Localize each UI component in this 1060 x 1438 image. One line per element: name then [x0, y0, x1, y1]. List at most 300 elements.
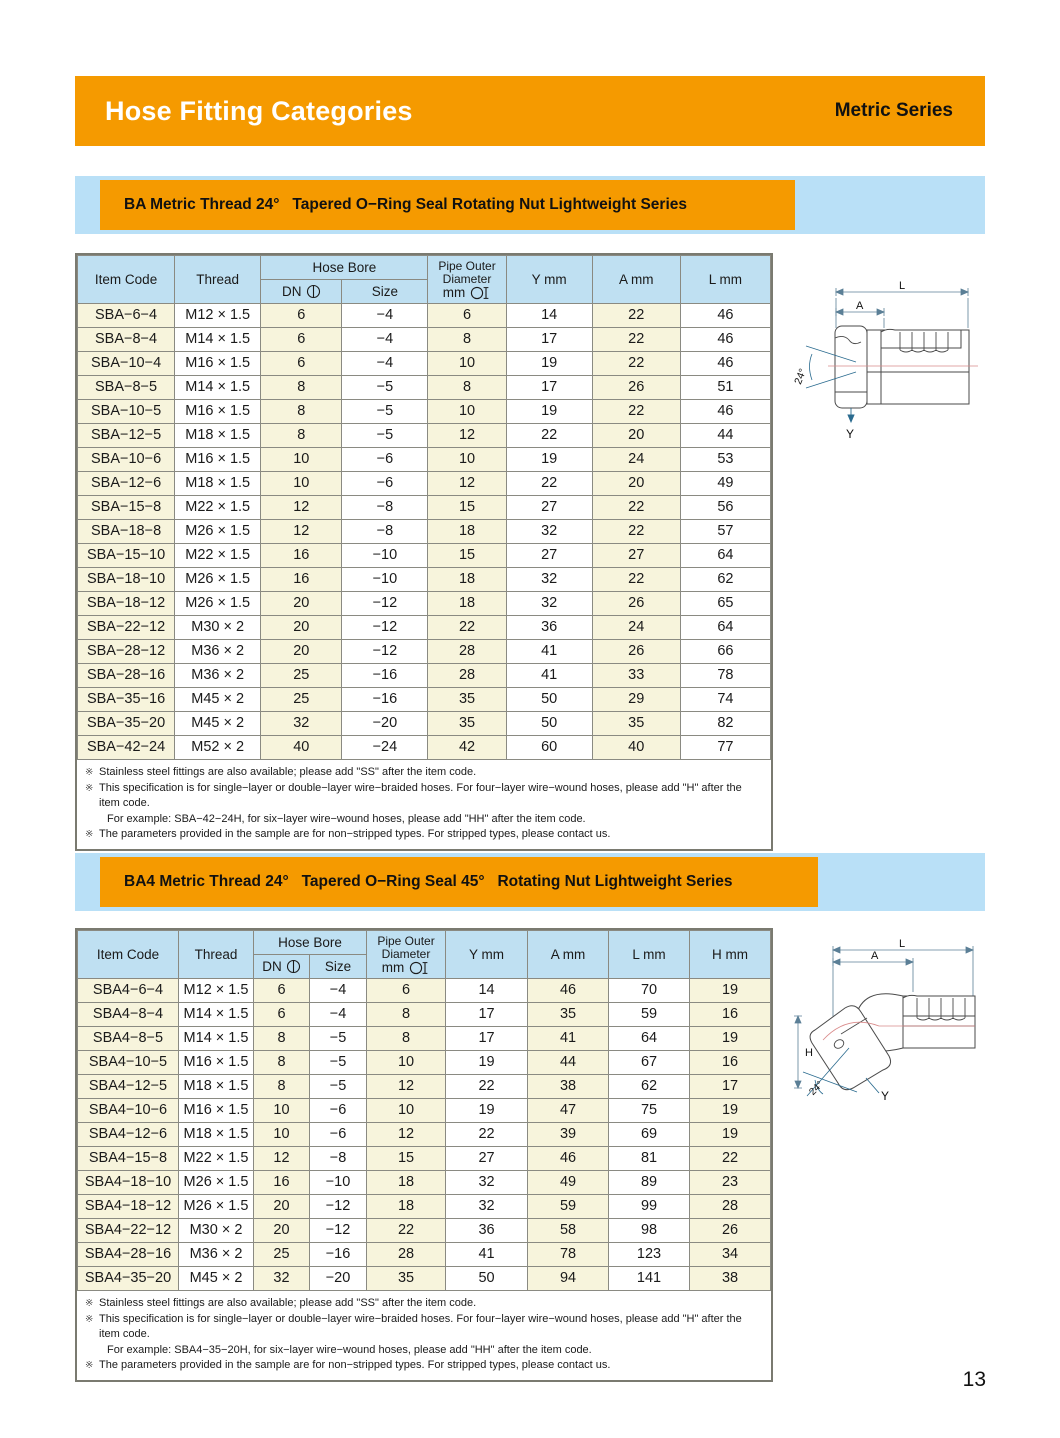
section-heading-bar-2: [100, 857, 818, 907]
cell-item_code: SBA4−12−6: [78, 1123, 179, 1147]
col-h-mm: H mm: [690, 931, 771, 979]
cell-item_code: SBA4−12−5: [78, 1075, 179, 1099]
cell-thread: M36 × 2: [175, 664, 261, 688]
cell-pipe_od: 18: [428, 520, 506, 544]
cell-l: 64: [680, 544, 770, 568]
cell-thread: M18 × 1.5: [179, 1075, 254, 1099]
col-thread: Thread: [179, 931, 254, 979]
cell-item_code: SBA4−8−5: [78, 1027, 179, 1051]
cell-dn: 16: [254, 1171, 310, 1195]
cell-size: −6: [310, 1099, 367, 1123]
table-row: [78, 688, 771, 712]
cell-a: 47: [528, 1099, 609, 1123]
note-item: [85, 827, 765, 843]
note-marker-icon: ※: [85, 1360, 94, 1371]
note-item: [85, 1358, 765, 1374]
cell-h: 19: [690, 1099, 771, 1123]
cell-size: −12: [342, 592, 428, 616]
cell-l: 82: [680, 712, 770, 736]
table-row: [78, 616, 771, 640]
cell-y: 27: [446, 1147, 528, 1171]
cell-y: 17: [446, 1003, 528, 1027]
spec-block-1: [75, 253, 773, 851]
cell-size: −4: [342, 304, 428, 328]
note-marker-icon: ※: [85, 767, 94, 778]
dim-label-a: A: [856, 300, 864, 312]
table-row: [78, 1051, 771, 1075]
cell-dn: 8: [254, 1027, 310, 1051]
cell-pipe_od: 8: [428, 328, 506, 352]
cell-a: 26: [592, 376, 680, 400]
cell-l: 98: [609, 1219, 690, 1243]
cell-y: 60: [506, 736, 592, 760]
cell-l: 70: [609, 979, 690, 1003]
cell-size: −24: [342, 736, 428, 760]
table-row: [78, 1171, 771, 1195]
cell-thread: M12 × 1.5: [179, 979, 254, 1003]
col-item-code: Item Code: [78, 931, 179, 979]
cell-l: 44: [680, 424, 770, 448]
note-marker-icon: ※: [85, 1313, 94, 1325]
cell-y: 19: [506, 400, 592, 424]
cell-dn: 25: [261, 664, 342, 688]
cell-thread: M14 × 1.5: [175, 376, 261, 400]
cell-pipe_od: 18: [367, 1171, 446, 1195]
cell-l: 74: [680, 688, 770, 712]
cell-dn: 20: [254, 1195, 310, 1219]
cell-l: 56: [680, 496, 770, 520]
cell-dn: 20: [261, 640, 342, 664]
cell-thread: M26 × 1.5: [179, 1171, 254, 1195]
cell-y: 32: [506, 520, 592, 544]
col-hose-bore: Hose Bore: [254, 931, 367, 955]
cell-a: 22: [592, 568, 680, 592]
table-row: [78, 472, 771, 496]
note-continuation: For example: SBA−42−24H, for six−layer wire−wound hoses, please add "HH" after the item code.: [107, 812, 586, 825]
cell-pipe_od: 8: [428, 376, 506, 400]
cell-item_code: SBA−8−5: [78, 376, 175, 400]
cell-pipe_od: 15: [428, 496, 506, 520]
table-row: [78, 1027, 771, 1051]
cell-thread: M22 × 1.5: [175, 544, 261, 568]
cell-dn: 16: [261, 568, 342, 592]
table-row: [78, 1147, 771, 1171]
cell-item_code: SBA−35−20: [78, 712, 175, 736]
cell-a: 38: [528, 1075, 609, 1099]
cell-a: 35: [528, 1003, 609, 1027]
cell-dn: 32: [254, 1267, 310, 1291]
cell-h: 34: [690, 1243, 771, 1267]
cell-l: 59: [609, 1003, 690, 1027]
cell-item_code: SBA4−28−16: [78, 1243, 179, 1267]
col-y-mm: Y mm: [506, 256, 592, 304]
cell-y: 36: [446, 1219, 528, 1243]
cell-dn: 16: [261, 544, 342, 568]
notes-2: [77, 1291, 771, 1380]
col-a-mm: A mm: [592, 256, 680, 304]
cell-dn: 10: [254, 1123, 310, 1147]
cell-thread: M16 × 1.5: [179, 1051, 254, 1075]
spec-table-1-body: [78, 304, 771, 760]
cell-a: 24: [592, 448, 680, 472]
cell-item_code: SBA−15−10: [78, 544, 175, 568]
cell-pipe_od: 18: [428, 592, 506, 616]
cell-thread: M36 × 2: [179, 1243, 254, 1267]
series-label: Metric Series: [834, 100, 953, 121]
cell-dn: 10: [254, 1099, 310, 1123]
page-title: Hose Fitting Categories: [105, 95, 413, 126]
cell-dn: 25: [254, 1243, 310, 1267]
inner-diameter-icon: [306, 284, 321, 299]
cell-l: 64: [680, 616, 770, 640]
cell-thread: M45 × 2: [175, 712, 261, 736]
cell-y: 17: [506, 328, 592, 352]
cell-item_code: SBA−28−16: [78, 664, 175, 688]
cell-thread: M26 × 1.5: [175, 520, 261, 544]
note-item: [85, 781, 765, 812]
cell-y: 36: [506, 616, 592, 640]
notes-1: [77, 760, 771, 849]
cell-item_code: SBA−18−8: [78, 520, 175, 544]
cell-h: 23: [690, 1171, 771, 1195]
cell-y: 27: [506, 496, 592, 520]
note-text: This specification is for single−layer or double−layer wire−braided hoses. For four−layer wire−wound hoses, please add "H" after the item code.: [99, 1312, 742, 1340]
cell-a: 33: [592, 664, 680, 688]
cell-l: 57: [680, 520, 770, 544]
cell-size: −5: [342, 400, 428, 424]
col-pipe-outer-diameter: [428, 256, 506, 304]
cell-l: 49: [680, 472, 770, 496]
cell-pipe_od: 12: [367, 1075, 446, 1099]
cell-item_code: SBA−18−10: [78, 568, 175, 592]
table-row: [78, 304, 771, 328]
col-a-mm: A mm: [528, 931, 609, 979]
cell-y: 32: [446, 1195, 528, 1219]
cell-a: 26: [592, 640, 680, 664]
cell-y: 17: [506, 376, 592, 400]
cell-y: 19: [446, 1099, 528, 1123]
cell-a: 35: [592, 712, 680, 736]
table-row: [78, 712, 771, 736]
table-row: [78, 448, 771, 472]
cell-item_code: SBA−28−12: [78, 640, 175, 664]
cell-item_code: SBA−15−8: [78, 496, 175, 520]
spec-table-1: [77, 255, 771, 760]
cell-dn: 6: [261, 328, 342, 352]
cell-a: 22: [592, 328, 680, 352]
cell-size: −16: [342, 688, 428, 712]
cell-dn: 40: [261, 736, 342, 760]
cell-pipe_od: 28: [367, 1243, 446, 1267]
cell-y: 32: [506, 592, 592, 616]
cell-l: 65: [680, 592, 770, 616]
cell-a: 49: [528, 1171, 609, 1195]
dim-label-y: Y: [846, 427, 855, 441]
note-item: [85, 765, 765, 781]
cell-pipe_od: 10: [367, 1051, 446, 1075]
cell-h: 19: [690, 1123, 771, 1147]
cell-size: −12: [342, 640, 428, 664]
table-row: [78, 1267, 771, 1291]
cell-pipe_od: 10: [428, 400, 506, 424]
cell-size: −4: [342, 328, 428, 352]
page-banner: [75, 76, 985, 146]
table-row: [78, 1075, 771, 1099]
cell-item_code: SBA4−10−6: [78, 1099, 179, 1123]
cell-dn: 6: [261, 304, 342, 328]
cell-size: −6: [342, 448, 428, 472]
pipe-od-line2: Diameter: [442, 271, 492, 286]
cell-thread: M45 × 2: [175, 688, 261, 712]
section-heading-1: BA Metric Thread 24° Tapered O−Ring Seal Rotating Nut Lightweight Series: [124, 196, 687, 213]
dim-label-a: A: [871, 950, 879, 962]
table-row: [78, 1123, 771, 1147]
col-pipe-outer-diameter: [367, 931, 446, 979]
note-text: Stainless steel fittings are also available; please add "SS" after the item code.: [99, 766, 477, 778]
cell-pipe_od: 8: [367, 1003, 446, 1027]
cell-size: −16: [342, 664, 428, 688]
cell-a: 22: [592, 520, 680, 544]
cell-thread: M26 × 1.5: [179, 1195, 254, 1219]
cell-thread: M30 × 2: [175, 616, 261, 640]
cell-a: 39: [528, 1123, 609, 1147]
dim-label-y: Y: [881, 1089, 890, 1103]
cell-pipe_od: 35: [428, 712, 506, 736]
col-l-mm: L mm: [680, 256, 770, 304]
cell-y: 41: [506, 664, 592, 688]
cell-pipe_od: 12: [367, 1123, 446, 1147]
cell-item_code: SBA−10−4: [78, 352, 175, 376]
note-item: [85, 1296, 765, 1312]
cell-thread: M45 × 2: [179, 1267, 254, 1291]
col-dn-label: DN: [262, 959, 282, 974]
cell-h: 16: [690, 1051, 771, 1075]
col-thread: Thread: [175, 256, 261, 304]
fitting-drawing-elbow45: [793, 930, 989, 1111]
pipe-od-unit: mm: [442, 285, 466, 300]
cell-l: 69: [609, 1123, 690, 1147]
pipe-od-line2: Diameter: [381, 946, 431, 961]
section-heading-bar-1: [100, 180, 795, 230]
cell-y: 17: [446, 1027, 528, 1051]
cell-y: 19: [506, 352, 592, 376]
cell-l: 64: [609, 1027, 690, 1051]
elbow45-fitting-diagram: [793, 930, 989, 1106]
cell-size: −4: [342, 352, 428, 376]
cell-dn: 8: [261, 400, 342, 424]
spec-table-2-body: [78, 979, 771, 1291]
cell-pipe_od: 35: [428, 688, 506, 712]
cell-dn: 8: [261, 424, 342, 448]
table-row: [78, 376, 771, 400]
spec-table-2: [77, 930, 771, 1291]
cell-h: 19: [690, 1027, 771, 1051]
col-dn: [261, 280, 342, 304]
cell-y: 19: [506, 448, 592, 472]
table-row: [78, 544, 771, 568]
cell-a: 44: [528, 1051, 609, 1075]
cell-pipe_od: 8: [367, 1027, 446, 1051]
cell-size: −8: [310, 1147, 367, 1171]
cell-a: 22: [592, 352, 680, 376]
cell-dn: 6: [261, 352, 342, 376]
cell-l: 62: [609, 1075, 690, 1099]
note-text: The parameters provided in the sample are for non−stripped types. For stripped types, please contact us.: [99, 828, 611, 840]
cell-dn: 12: [261, 520, 342, 544]
cell-thread: M14 × 1.5: [179, 1027, 254, 1051]
dim-label-h: H: [805, 1047, 813, 1059]
cell-item_code: SBA−12−5: [78, 424, 175, 448]
cell-thread: M26 × 1.5: [175, 592, 261, 616]
note-text: This specification is for single−layer or double−layer wire−braided hoses. For four−layer wire−wound hoses, please add "H" after the item code.: [99, 781, 742, 809]
cell-a: 27: [592, 544, 680, 568]
cell-l: 46: [680, 400, 770, 424]
cell-item_code: SBA−10−6: [78, 448, 175, 472]
cell-pipe_od: 28: [428, 640, 506, 664]
cell-y: 41: [506, 640, 592, 664]
pipe-od-line1: Pipe Outer: [377, 933, 435, 948]
col-dn-label: DN: [282, 284, 302, 299]
cell-item_code: SBA−6−4: [78, 304, 175, 328]
cell-size: −5: [310, 1075, 367, 1099]
cell-y: 14: [506, 304, 592, 328]
cell-y: 22: [506, 472, 592, 496]
cell-h: 38: [690, 1267, 771, 1291]
cell-pipe_od: 6: [428, 304, 506, 328]
table-row: [78, 1003, 771, 1027]
table-row: [78, 736, 771, 760]
cell-y: 50: [506, 712, 592, 736]
cell-pipe_od: 18: [428, 568, 506, 592]
col-y-mm: Y mm: [446, 931, 528, 979]
dim-label-angle: 24°: [792, 366, 810, 387]
cell-size: −10: [310, 1171, 367, 1195]
cell-y: 50: [506, 688, 592, 712]
cell-item_code: SBA−22−12: [78, 616, 175, 640]
cell-dn: 12: [254, 1147, 310, 1171]
cell-thread: M14 × 1.5: [175, 328, 261, 352]
outer-diameter-icon: [469, 286, 491, 300]
cell-thread: M18 × 1.5: [179, 1123, 254, 1147]
table-row: [78, 496, 771, 520]
cell-size: −6: [342, 472, 428, 496]
pipe-od-unit: mm: [381, 960, 405, 975]
cell-l: 51: [680, 376, 770, 400]
cell-a: 20: [592, 472, 680, 496]
cell-dn: 6: [254, 1003, 310, 1027]
cell-size: −16: [310, 1243, 367, 1267]
cell-y: 27: [506, 544, 592, 568]
cell-thread: M12 × 1.5: [175, 304, 261, 328]
cell-item_code: SBA−42−24: [78, 736, 175, 760]
cell-a: 58: [528, 1219, 609, 1243]
cell-size: −5: [310, 1027, 367, 1051]
cell-pipe_od: 12: [428, 472, 506, 496]
cell-thread: M22 × 1.5: [179, 1147, 254, 1171]
cell-h: 28: [690, 1195, 771, 1219]
straight-fitting-diagram: [788, 276, 984, 444]
dim-label-l: L: [899, 280, 906, 292]
table-row: [78, 568, 771, 592]
cell-a: 94: [528, 1267, 609, 1291]
cell-a: 24: [592, 616, 680, 640]
cell-item_code: SBA−12−6: [78, 472, 175, 496]
table-row: [78, 520, 771, 544]
cell-dn: 25: [261, 688, 342, 712]
cell-pipe_od: 35: [367, 1267, 446, 1291]
table-row: [78, 592, 771, 616]
cell-item_code: SBA4−15−8: [78, 1147, 179, 1171]
cell-y: 14: [446, 979, 528, 1003]
spec-block-2: [75, 928, 773, 1382]
table-row: [78, 664, 771, 688]
cell-size: −10: [342, 544, 428, 568]
cell-thread: M16 × 1.5: [175, 448, 261, 472]
cell-thread: M16 × 1.5: [175, 400, 261, 424]
col-l-mm: L mm: [609, 931, 690, 979]
note-text: The parameters provided in the sample are for non−stripped types. For stripped types, please contact us.: [99, 1359, 611, 1371]
cell-item_code: SBA4−35−20: [78, 1267, 179, 1291]
cell-l: 62: [680, 568, 770, 592]
cell-a: 46: [528, 979, 609, 1003]
cell-size: −6: [310, 1123, 367, 1147]
cell-size: −8: [342, 496, 428, 520]
table-row: [78, 1219, 771, 1243]
table-header-row-top: [78, 931, 771, 955]
cell-item_code: SBA−18−12: [78, 592, 175, 616]
col-hose-bore: Hose Bore: [261, 256, 428, 280]
note-text: Stainless steel fittings are also available; please add "SS" after the item code.: [99, 1297, 477, 1309]
cell-h: 19: [690, 979, 771, 1003]
cell-a: 78: [528, 1243, 609, 1267]
cell-l: 66: [680, 640, 770, 664]
page-number: 13: [962, 1368, 986, 1391]
cell-l: 53: [680, 448, 770, 472]
cell-a: 29: [592, 688, 680, 712]
cell-thread: M52 × 2: [175, 736, 261, 760]
cell-pipe_od: 10: [428, 352, 506, 376]
cell-a: 41: [528, 1027, 609, 1051]
cell-dn: 10: [261, 448, 342, 472]
outer-diameter-icon: [408, 961, 430, 975]
note-marker-icon: ※: [85, 1298, 94, 1309]
cell-pipe_od: 10: [367, 1099, 446, 1123]
cell-dn: 8: [254, 1051, 310, 1075]
cell-a: 59: [528, 1195, 609, 1219]
cell-y: 22: [446, 1075, 528, 1099]
cell-a: 46: [528, 1147, 609, 1171]
section-heading-2: BA4 Metric Thread 24° Tapered O−Ring Seal 45° Rotating Nut Lightweight Series: [124, 873, 733, 890]
cell-size: −8: [342, 520, 428, 544]
cell-h: 22: [690, 1147, 771, 1171]
table-row: [78, 352, 771, 376]
table-row: [78, 1099, 771, 1123]
cell-pipe_od: 15: [367, 1147, 446, 1171]
cell-a: 22: [592, 400, 680, 424]
cell-pipe_od: 28: [428, 664, 506, 688]
cell-h: 16: [690, 1003, 771, 1027]
cell-l: 46: [680, 304, 770, 328]
cell-pipe_od: 6: [367, 979, 446, 1003]
cell-h: 17: [690, 1075, 771, 1099]
cell-thread: M36 × 2: [175, 640, 261, 664]
cell-size: −12: [310, 1219, 367, 1243]
cell-y: 19: [446, 1051, 528, 1075]
cell-dn: 8: [254, 1075, 310, 1099]
cell-item_code: SBA4−22−12: [78, 1219, 179, 1243]
cell-a: 26: [592, 592, 680, 616]
col-size: Size: [342, 280, 428, 304]
